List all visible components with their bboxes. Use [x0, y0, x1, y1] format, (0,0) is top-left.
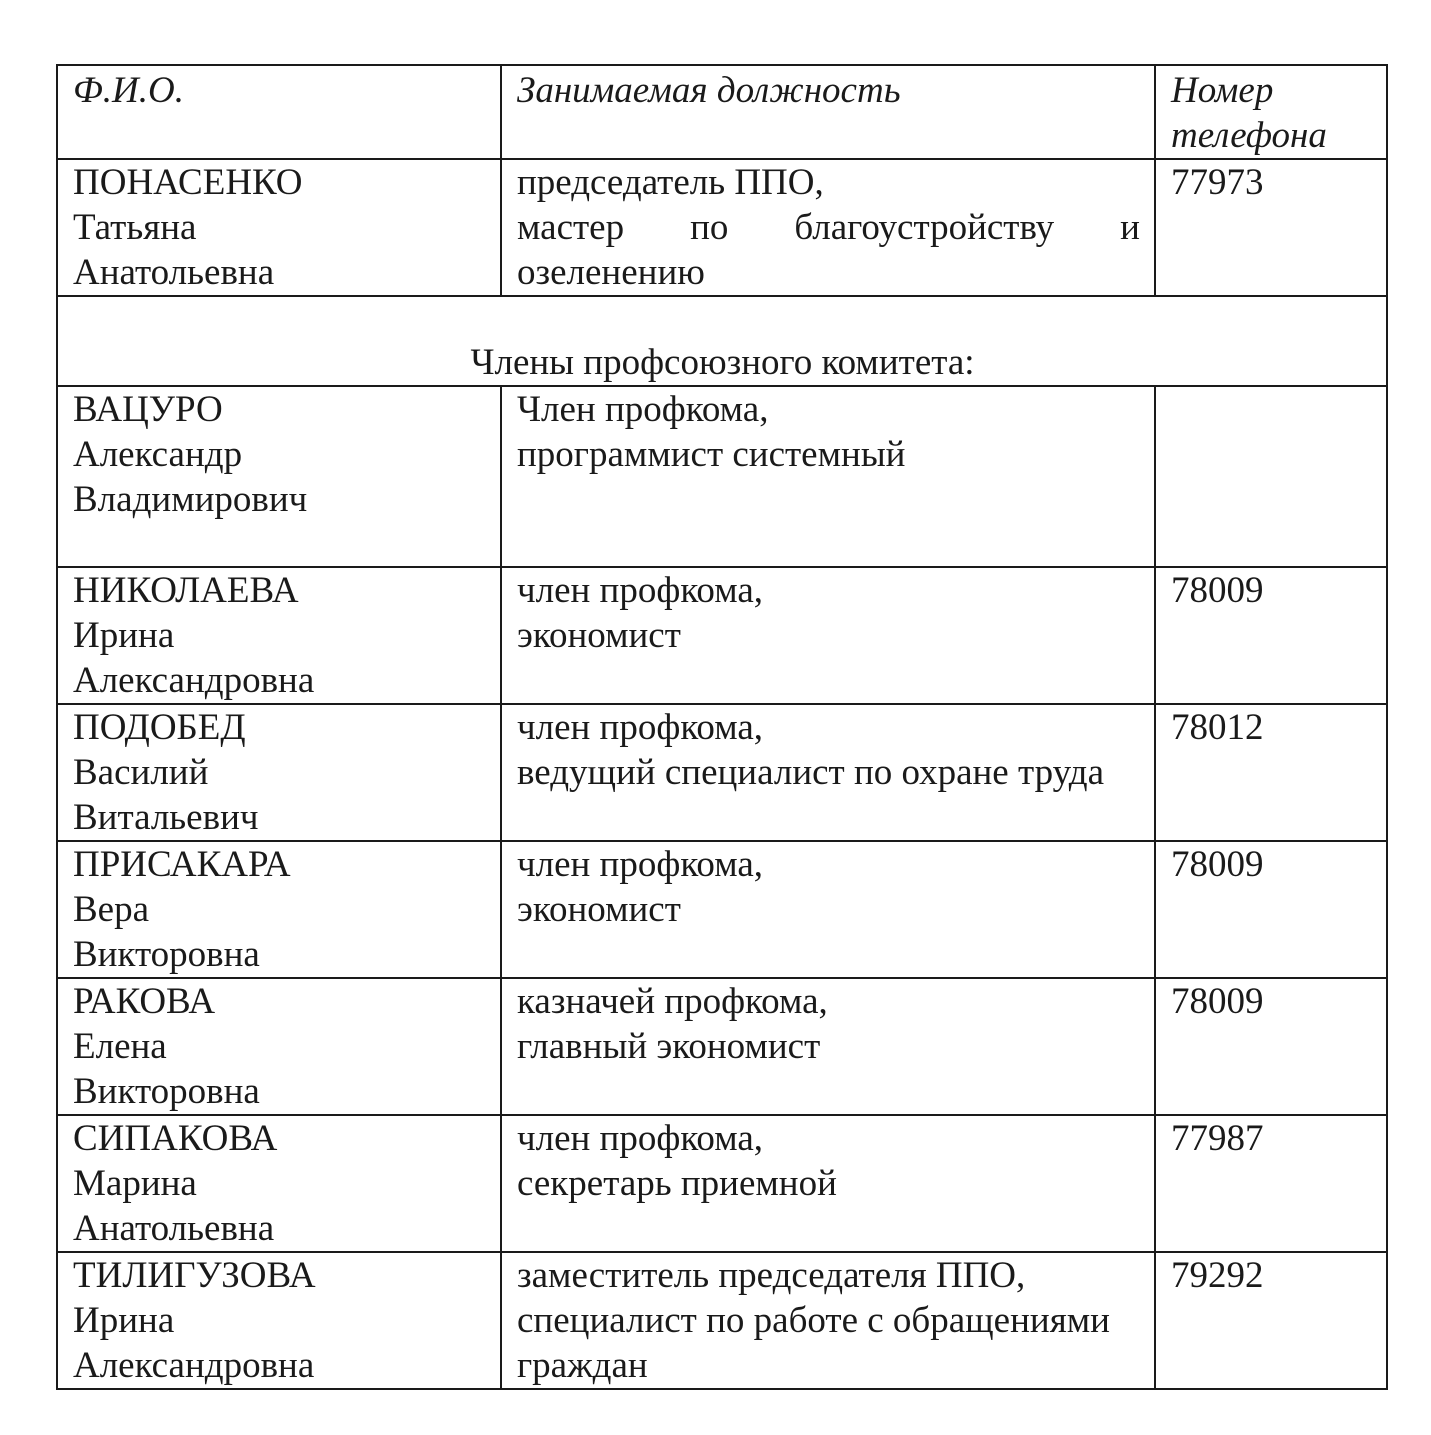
chair-patronymic: Анатольевна — [73, 252, 275, 293]
chair-position-word: мастер — [517, 207, 625, 248]
member-phone-cell — [1155, 386, 1387, 567]
member-name-cell — [57, 386, 501, 567]
header-name — [57, 65, 501, 159]
member-phone-cell — [1155, 978, 1387, 1115]
member-first-name: Ирина — [73, 615, 175, 656]
member-phone: 78009 — [1171, 981, 1264, 1022]
member-position-line-1: заместитель председателя ППО, — [517, 1255, 1026, 1296]
member-first-name: Ирина — [73, 1300, 175, 1341]
member-surname: РАКОВА — [73, 981, 216, 1022]
member-name-cell — [57, 978, 501, 1115]
member-position-line-1: Член профкома, — [517, 389, 769, 430]
member-position-line-2: главный экономист — [517, 1026, 821, 1067]
chair-position-line-2 — [517, 205, 1140, 250]
member-name-cell — [57, 1115, 501, 1252]
member-position-cell — [501, 1115, 1155, 1252]
member-patronymic: Анатольевна — [73, 1208, 275, 1249]
member-patronymic: Викторовна — [73, 1071, 260, 1112]
member-phone: 79292 — [1171, 1255, 1264, 1296]
member-phone-cell — [1155, 567, 1387, 704]
member-phone: 78009 — [1171, 844, 1264, 885]
section-row — [57, 296, 1387, 386]
member-position-cell — [501, 841, 1155, 978]
member-position-line-1: член профкома, — [517, 1118, 764, 1159]
member-surname: ТИЛИГУЗОВА — [73, 1255, 316, 1296]
member-position-line-1: член профкома, — [517, 844, 764, 885]
member-position-line-3: граждан — [517, 1345, 648, 1386]
member-patronymic: Владимирович — [73, 479, 308, 520]
member-name-cell — [57, 567, 501, 704]
member-position-line-1: член профкома, — [517, 570, 764, 611]
member-first-name: Марина — [73, 1163, 197, 1204]
member-first-name: Александр — [73, 434, 243, 475]
chair-phone-cell — [1155, 159, 1387, 296]
member-surname: ПОДОБЕД — [73, 707, 246, 748]
chair-position-word: и — [1120, 207, 1140, 248]
member-patronymic: Александровна — [73, 1345, 315, 1386]
member-position-line-1: член профкома, — [517, 707, 764, 748]
section-title-cell — [57, 296, 1387, 386]
header-phone-label-2: телефона — [1171, 115, 1327, 156]
chair-phone: 77973 — [1171, 162, 1264, 203]
member-surname: СИПАКОВА — [73, 1118, 278, 1159]
header-name-label: Ф.И.О. — [73, 70, 184, 111]
member-surname: ПРИСАКАРА — [73, 844, 291, 885]
member-position-cell — [501, 567, 1155, 704]
chair-position-word: по — [690, 207, 729, 248]
chair-name-cell — [57, 159, 501, 296]
member-first-name: Вера — [73, 889, 150, 930]
member-patronymic: Витальевич — [73, 797, 259, 838]
member-position-line-2: программист системный — [517, 434, 906, 475]
section-title: Члены профсоюзного комитета: — [470, 342, 975, 383]
member-position-line-2: специалист по работе с обращениями — [517, 1300, 1110, 1341]
member-position-cell — [501, 386, 1155, 567]
member-name-cell — [57, 704, 501, 841]
chair-position-word: благоустройству — [794, 207, 1055, 248]
member-position-line-2: ведущий специалист по охране труда — [517, 752, 1105, 793]
member-phone: 77987 — [1171, 1118, 1264, 1159]
member-phone: 78009 — [1171, 570, 1264, 611]
chair-row — [57, 159, 1387, 296]
member-phone: 78012 — [1171, 707, 1264, 748]
chair-position-line-3: озеленению — [517, 252, 705, 293]
table-row — [57, 1115, 1387, 1252]
header-position-label: Занимаемая должность — [517, 70, 901, 111]
member-position-cell — [501, 704, 1155, 841]
member-name-cell — [57, 1252, 501, 1389]
header-position — [501, 65, 1155, 159]
member-phone-cell — [1155, 1115, 1387, 1252]
member-surname: ВАЦУРО — [73, 389, 223, 430]
header-phone — [1155, 65, 1387, 159]
member-surname: НИКОЛАЕВА — [73, 570, 299, 611]
member-position-line-2: экономист — [517, 889, 681, 930]
table-row — [57, 704, 1387, 841]
member-position-cell — [501, 978, 1155, 1115]
member-phone-cell — [1155, 704, 1387, 841]
table-row — [57, 841, 1387, 978]
chair-surname: ПОНАСЕНКО — [73, 162, 303, 203]
member-position-line-2: экономист — [517, 615, 681, 656]
table-row — [57, 386, 1387, 567]
table-row — [57, 978, 1387, 1115]
member-position-cell — [501, 1252, 1155, 1389]
union-committee-table — [56, 64, 1388, 1390]
member-patronymic: Александровна — [73, 660, 315, 701]
table-row — [57, 567, 1387, 704]
table-header-row — [57, 65, 1387, 159]
chair-position-cell — [501, 159, 1155, 296]
member-phone-cell — [1155, 841, 1387, 978]
member-phone-cell — [1155, 1252, 1387, 1389]
member-first-name: Елена — [73, 1026, 167, 1067]
chair-first-name: Татьяна — [73, 207, 197, 248]
member-position-line-2: секретарь приемной — [517, 1163, 837, 1204]
member-position-line-1: казначей профкома, — [517, 981, 828, 1022]
member-first-name: Василий — [73, 752, 209, 793]
member-patronymic: Викторовна — [73, 934, 260, 975]
table-row — [57, 1252, 1387, 1389]
chair-position-line-1: председатель ППО, — [517, 162, 824, 203]
member-name-cell — [57, 841, 501, 978]
header-phone-label-1: Номер — [1171, 70, 1274, 111]
